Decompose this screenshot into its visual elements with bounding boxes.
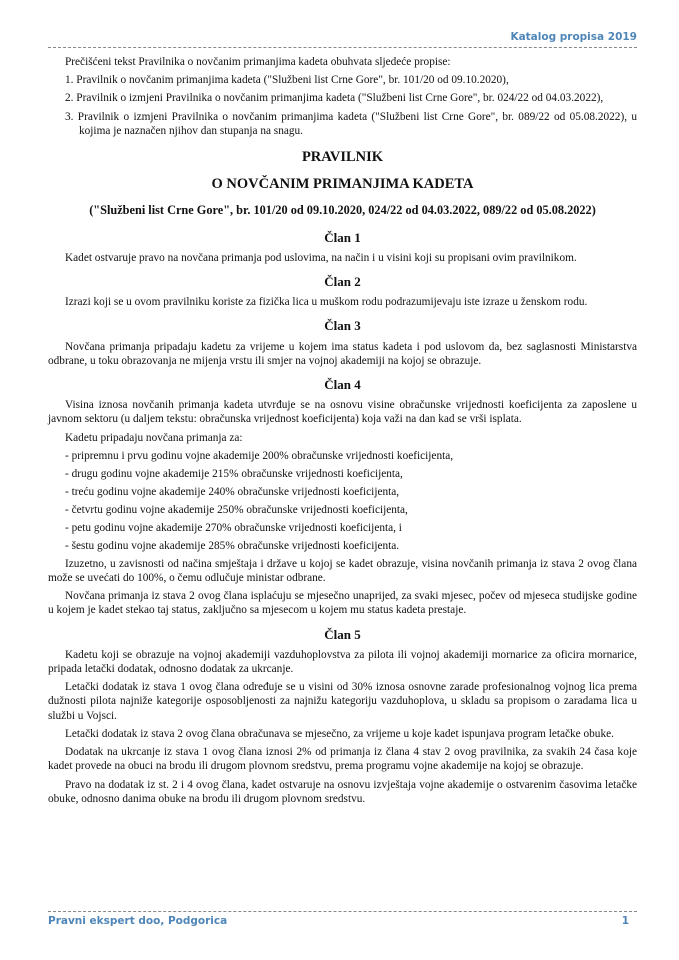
article-heading: Član 4 [324,377,361,393]
paragraph: Pravo na dodatak iz st. 2 i 4 ovog člana, kadet ostvaruje na osnovu izvještaja vojne akademije o ostvarenim časovima letačke obuke, odnosno danima obuke na brodu ili drugom plovnom sredstvu. [48,778,637,805]
page-footer [48,911,637,927]
paragraph: Kadetu pripadaju novčana primanja za: [65,431,243,444]
intro-item: 2. Pravilnik o izmjeni Pravilnika o novčanim primanjima kadeta ("Službeni list Crne Gore", br. 024/22 od 04.03.2022), [65,92,604,105]
document-body [48,55,637,810]
footer-publisher: Pravni ekspert doo, Podgorica [48,915,228,927]
document-source: ("Službeni list Crne Gore", br. 101/20 od 09.10.2020, 024/22 od 04.03.2022, 089/22 od 05.08.2022) [89,203,596,218]
paragraph: Izrazi koji se u ovom pravilniku koriste za fizička lica u muškom rodu podrazumijevaju iste izraze u ženskom rodu. [65,296,588,309]
intro-item: 3. Pravilnik o izmjeni Pravilnika o novčanim primanjima kadeta ("Službeni list Crne Gore", br. 089/22 od 05.08.2022), u kojima je naznačen njihov dan stupanja na snagu. [65,110,637,137]
page-number: 1 [621,915,629,927]
article-heading: Član 2 [324,274,361,290]
list-item: - drugu godinu vojne akademije 215% obračunske vrijednosti koeficijenta, [65,467,403,480]
paragraph: Novčana primanja pripadaju kadetu za vrijeme u kojem ima status kadeta i pod uslovom da, bez saglasnosti Ministarstva odbrane, u toku obrazovanja ne mijenja vrstu ili smjer na vojnoj akademiji na kojoj se obrazuje. [48,340,637,367]
document-title: PRAVILNIK [301,149,384,166]
paragraph: Letački dodatak iz stava 1 ovog člana određuje se u visini od 30% iznosa osnovne zarade profesionalnog vojnog lica prema dužnosti pilota najniže kategorije osposobljenosti za najnižu kategoriju vazduhoplova, u skladu sa propisom o zaradama lica u službi u Vojsci. [48,681,637,722]
paragraph: Letački dodatak iz stava 2 ovog člana obračunava se mjesečno, za vrijeme u koje kadet ispunjava program letačke obuke. [65,727,614,740]
paragraph: Izuzetno, u zavisnosti od načina smještaja i države u kojoj se kadet obrazuje, visina novčanih primanja iz stava 2 ovog člana može se uvećati do 100%, o čemu odlučuje ministar odbrane. [48,557,637,585]
paragraph: Kadetu koji se obrazuje na vojnoj akademiji vazduhoplovstva za pilota ili vojnoj akademiji mornarice za oficira mornarice, pripada letački dodatak, odnosno dodatak za ukrcanje. [48,648,637,676]
article-heading: Član 1 [324,229,361,245]
paragraph: Visina iznosa novčanih primanja kadeta utvrđuje se na osnovu visine obračunske vrijednosti koeficijenta za zaposlene u javnom sektoru (u daljem tekstu: obračunska vrijednost koeficijenta) koja važi na dan kad se vrši isplata. [48,399,637,426]
header-title: Katalog propisa 2019 [510,31,637,43]
list-item: - petu godinu vojne akademije 270% obračunske vrijednosti koeficijenta, i [65,521,402,534]
intro-item: 1. Pravilnik o novčanim primanjima kadeta ("Službeni list Crne Gore", br. 101/20 od 09.10.2020), [65,74,509,87]
intro-lead: Prečišćeni tekst Pravilnika o novčanim primanjima kadeta obuhvata sljedeće propise: [65,56,451,68]
article-heading: Član 3 [324,318,361,334]
page-header [48,31,637,48]
list-item: - šestu godinu vojne akademije 285% obračunske vrijednosti koeficijenta. [65,539,400,552]
article-heading: Član 5 [324,626,361,642]
paragraph: Dodatak na ukrcanje iz stava 1 ovog člana iznosi 2% od primanja iz člana 4 stav 2 ovog pravilnika, za svakih 24 časa koje kadet provede na obuci na brodu ili drugom plovnom sredstvu, prema programu vojne akademije na kojoj se obrazuje. [48,746,637,773]
list-item: - treću godinu vojne akademije 240% obračunske vrijednosti koeficijenta, [65,485,400,498]
list-item: - četvrtu godinu vojne akademije 250% obračunske vrijednosti koeficijenta, [65,503,408,516]
paragraph: Kadet ostvaruje pravo na novčana primanja pod uslovima, na način i u visini koji su propisani ovim pravilnikom. [65,251,577,264]
list-item: - pripremnu i prvu godinu vojne akademije 200% obračunske vrijednosti koeficijenta, [65,449,454,462]
paragraph: Novčana primanja iz stava 2 ovog člana isplaćuju se mjesečno unaprijed, za svaki mjesec, počev od mjeseca studijske godine u kojem je kadet stekao taj status, zaključno sa mjesecom u kojem mu status kadeta prestaje. [48,590,637,617]
document-subtitle: O NOVČANIM PRIMANJIMA KADETA [211,176,474,193]
